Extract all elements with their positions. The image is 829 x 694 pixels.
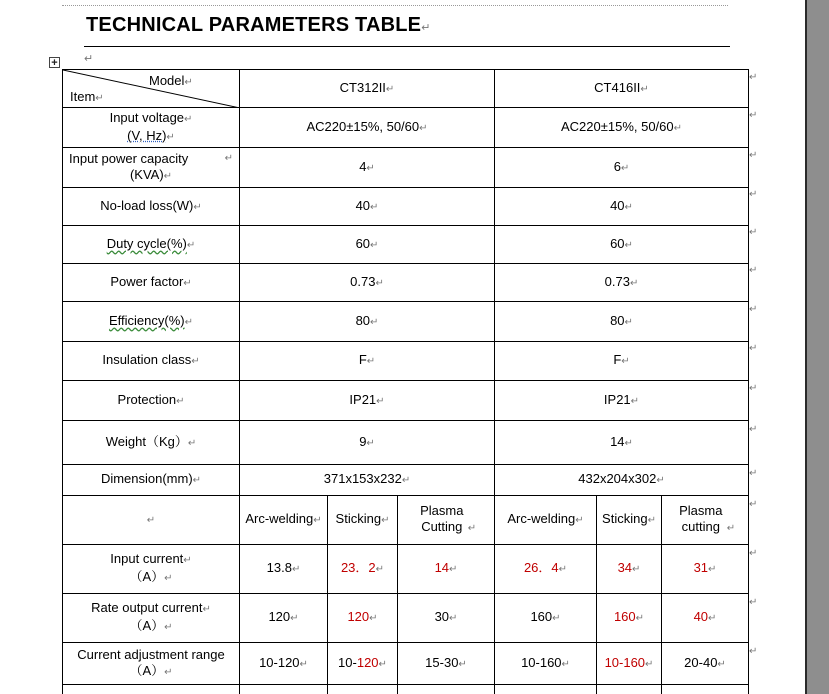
table-row xyxy=(63,302,749,342)
mode-value-cell[interactable]: 14↵ xyxy=(398,545,495,594)
mode-value-cell[interactable]: 40↵ xyxy=(662,594,749,643)
parameter-label: Weight（Kg） xyxy=(105,433,188,449)
cell-end-mark: ↵ xyxy=(624,239,633,251)
cell-end-mark: ↵ xyxy=(401,475,411,486)
cell-end-mark: ↵ xyxy=(458,658,467,670)
mode-value-cell[interactable]: 13.8↵ xyxy=(240,545,328,594)
ct312-value-cell[interactable]: AC220±15%, 50/60↵ xyxy=(240,108,495,148)
cell-end-mark: ↵ xyxy=(376,395,385,407)
parameter-label: Input voltage↵ xyxy=(109,109,193,125)
table-row xyxy=(63,381,749,421)
cell-end-mark: ↵ xyxy=(313,515,322,526)
mode-value-cell[interactable]: 160↵ xyxy=(597,594,662,643)
mode-value-cell[interactable]: 10-160↵ xyxy=(495,643,597,685)
empty-cell[interactable] xyxy=(662,685,749,694)
parameter-label: Protection xyxy=(117,391,177,407)
mode-header-cell[interactable]: Plasma Cutting ↵ xyxy=(398,496,495,545)
paragraph-mark: ↵ xyxy=(84,53,94,65)
cell-end-mark: ↵ xyxy=(370,201,379,213)
ct416-value-cell[interactable]: AC220±15%, 50/60↵ xyxy=(495,108,749,148)
cell-end-mark: ↵ xyxy=(624,437,633,449)
ct312-value-cell[interactable]: 60↵ xyxy=(240,226,495,264)
item-label: Item↵ xyxy=(70,89,104,104)
cell-end-mark: ↵ xyxy=(163,170,173,182)
mode-header-row xyxy=(63,496,749,545)
cell-end-mark: ↵ xyxy=(708,564,717,575)
cell-end-mark: ↵ xyxy=(449,564,458,575)
cell-end-mark: ↵ xyxy=(164,573,173,584)
parameter-label: Rate output current↵ xyxy=(91,600,211,615)
empty-cell[interactable] xyxy=(398,685,495,694)
header-rule xyxy=(62,5,728,6)
parameter-unit: （A）↵ xyxy=(129,662,173,678)
cell-end-mark: ↵ xyxy=(164,666,173,678)
mode-value-cell[interactable]: 31↵ xyxy=(662,545,749,594)
cell-end-mark: ↵ xyxy=(561,658,570,670)
table-row xyxy=(63,264,749,302)
mode-value-row xyxy=(63,545,749,594)
cell-end-mark: ↵ xyxy=(717,658,726,670)
ct312-value-cell[interactable]: IP21↵ xyxy=(240,381,495,421)
table-row xyxy=(63,148,749,188)
ct416-value-cell[interactable]: 60↵ xyxy=(495,226,749,264)
table-row xyxy=(63,188,749,226)
mode-header-cell[interactable]: Sticking↵ xyxy=(597,496,662,545)
cell-end-mark: ↵ xyxy=(708,613,717,624)
mode-header-cell[interactable]: Arc-welding↵ xyxy=(240,496,328,545)
cell-end-mark: ↵ xyxy=(146,515,156,526)
empty-label-cell[interactable] xyxy=(63,496,240,545)
cell-end-mark: ↵ xyxy=(164,622,173,633)
mode-value-cell[interactable]: 20-40↵ xyxy=(662,643,749,685)
mode-value-cell[interactable]: 10-120↵ xyxy=(240,643,328,685)
cell-end-mark: ↵ xyxy=(629,277,639,289)
parameter-label: Power factor xyxy=(110,273,184,289)
cell-end-mark: ↵ xyxy=(370,316,379,328)
table-row xyxy=(63,421,749,465)
parameter-label-cell[interactable] xyxy=(63,302,240,342)
ct416-value-cell[interactable]: IP21↵ xyxy=(495,381,749,421)
cell-end-mark: ↵ xyxy=(419,122,428,134)
ct312-value-cell[interactable]: 371x153x232↵ xyxy=(240,465,495,496)
cell-end-mark: ↵ xyxy=(184,113,193,125)
paragraph-mark: ↵ xyxy=(421,22,431,34)
parameter-label: Dimension(mm) xyxy=(100,471,193,486)
cell-end-mark: ↵ xyxy=(624,201,633,213)
parameter-label-cell[interactable] xyxy=(63,643,240,685)
mode-value-cell[interactable]: 26．4↵ xyxy=(495,545,597,594)
parameter-unit: (KVA)↵ xyxy=(129,166,173,182)
cell-end-mark: ↵ xyxy=(166,131,175,143)
mode-value-cell[interactable]: 10-120↵ xyxy=(328,643,398,685)
table-row xyxy=(63,685,749,694)
parameter-label: Efficiency(%) xyxy=(108,312,185,328)
ct312-value-cell[interactable]: 4↵ xyxy=(240,148,495,188)
parameter-label-cell[interactable] xyxy=(63,594,240,643)
cell-end-mark: ↵ xyxy=(193,201,202,213)
cell-end-mark: ↵ xyxy=(184,316,193,328)
parameter-label-cell[interactable] xyxy=(63,226,240,264)
ct312-value-cell[interactable]: 40↵ xyxy=(240,188,495,226)
model-item-header-cell[interactable] xyxy=(63,70,240,108)
cell-end-mark: ↵ xyxy=(375,277,384,289)
cell-end-mark: ↵ xyxy=(187,437,197,449)
model-ct312-header[interactable]: CT312II↵ xyxy=(240,70,495,108)
cell-end-mark: ↵ xyxy=(630,395,640,407)
cell-end-mark: ↵ xyxy=(558,564,568,575)
ct416-value-cell[interactable]: 0.73↵ xyxy=(495,264,749,302)
cell-end-mark: ↵ xyxy=(366,162,375,174)
parameter-label: Input power capacity ↵ xyxy=(69,150,233,166)
cell-end-mark: ↵ xyxy=(632,564,641,575)
mode-value-cell[interactable]: 23．2↵ xyxy=(328,545,398,594)
mode-value-cell[interactable]: 160↵ xyxy=(495,594,597,643)
ct312-value-cell[interactable]: F↵ xyxy=(240,342,495,381)
cell-end-mark: ↵ xyxy=(186,239,196,251)
mode-header-cell[interactable]: Arc-welding↵ xyxy=(495,496,597,545)
cell-end-mark: ↵ xyxy=(449,613,458,624)
parameter-label: Current adjustment range xyxy=(77,646,225,662)
cell-end-mark: ↵ xyxy=(656,475,665,486)
parameter-label-cell[interactable] xyxy=(63,342,240,381)
empty-cell[interactable] xyxy=(597,685,662,694)
title-underline xyxy=(84,46,730,47)
cell-end-mark: ↵ xyxy=(366,437,375,449)
parameter-unit: (V, Hz)↵ xyxy=(127,127,175,143)
cell-end-mark: ↵ xyxy=(726,523,736,534)
ct416-value-cell[interactable]: 80↵ xyxy=(495,302,749,342)
mode-header-cell[interactable]: Plasma cutting ↵ xyxy=(662,496,749,545)
parameter-label: No-load loss(W) xyxy=(100,197,194,213)
parameter-label-cell[interactable] xyxy=(63,545,240,594)
parameter-label: Insulation class xyxy=(102,352,192,367)
parameter-label-cell[interactable] xyxy=(63,148,240,188)
mode-value-row xyxy=(63,643,749,685)
cell-end-mark: ↵ xyxy=(621,356,630,367)
table-row xyxy=(63,108,749,148)
cell-end-mark: ↵ xyxy=(290,613,299,624)
page-edge xyxy=(805,0,807,694)
cell-end-mark: ↵ xyxy=(375,564,385,575)
parameter-unit: （A）↵ xyxy=(129,618,173,633)
empty-cell[interactable] xyxy=(328,685,398,694)
cell-end-mark: ↵ xyxy=(224,152,233,164)
ct416-value-cell[interactable]: F↵ xyxy=(495,342,749,381)
parameter-label: Input current↵ xyxy=(110,551,192,566)
ct416-value-cell[interactable]: 6↵ xyxy=(495,148,749,188)
cell-end-mark: ↵ xyxy=(183,277,192,289)
parameter-label-cell[interactable] xyxy=(63,421,240,465)
cell-end-mark: ↵ xyxy=(369,613,378,624)
ct312-value-cell[interactable]: 80↵ xyxy=(240,302,495,342)
cell-end-mark: ↵ xyxy=(620,162,630,174)
cell-end-mark: ↵ xyxy=(624,316,633,328)
cell-end-mark: ↵ xyxy=(202,604,211,615)
table-move-handle-icon[interactable] xyxy=(49,57,60,68)
cell-end-mark: ↵ xyxy=(370,239,379,251)
parameter-label-cell[interactable] xyxy=(63,188,240,226)
mode-value-cell[interactable]: 15-30↵ xyxy=(398,643,495,685)
parameter-unit: （A）↵ xyxy=(129,569,173,584)
empty-cell[interactable] xyxy=(495,685,597,694)
mode-value-cell[interactable]: 120↵ xyxy=(328,594,398,643)
ct312-value-cell[interactable]: 9↵ xyxy=(240,421,495,465)
parameter-label: Duty cycle(%) xyxy=(106,235,187,251)
table-row xyxy=(63,465,749,496)
empty-cell[interactable] xyxy=(240,685,328,694)
cell-end-mark: ↵ xyxy=(299,658,308,670)
document-title: TECHNICAL PARAMETERS TABLE↵ xyxy=(86,14,431,36)
cell-end-mark: ↵ xyxy=(366,356,376,367)
cell-end-mark: ↵ xyxy=(291,564,301,575)
mode-value-cell[interactable]: 10-160↵ xyxy=(597,643,662,685)
cell-end-mark: ↵ xyxy=(191,356,200,367)
ct312-value-cell[interactable]: 0.73↵ xyxy=(240,264,495,302)
ct416-value-cell[interactable]: 14↵ xyxy=(495,421,749,465)
cell-end-mark: ↵ xyxy=(673,122,683,134)
cell-end-mark: ↵ xyxy=(635,613,645,624)
mode-value-cell[interactable]: 30↵ xyxy=(398,594,495,643)
cell-end-mark: ↵ xyxy=(378,658,387,670)
red-value-part: 120 xyxy=(356,654,379,670)
model-ct416-header[interactable]: CT416II↵ xyxy=(495,70,749,108)
model-label: Model↵ xyxy=(149,73,193,88)
cell-end-mark: ↵ xyxy=(645,658,654,670)
cell-end-mark: ↵ xyxy=(176,395,185,407)
parameter-label-cell[interactable] xyxy=(63,381,240,421)
table-row xyxy=(63,226,749,264)
empty-cell[interactable] xyxy=(63,685,240,694)
mode-value-cell[interactable]: 120↵ xyxy=(240,594,328,643)
cell-end-mark: ↵ xyxy=(183,555,192,566)
parameter-label-cell[interactable] xyxy=(63,465,240,496)
cell-end-mark: ↵ xyxy=(381,515,390,526)
mode-header-cell[interactable]: Sticking↵ xyxy=(328,496,398,545)
table-header-row xyxy=(63,70,749,108)
parameters-table xyxy=(62,69,749,694)
cell-end-mark: ↵ xyxy=(552,613,561,624)
parameter-label-cell[interactable] xyxy=(63,264,240,302)
parameter-label-cell[interactable] xyxy=(63,108,240,148)
cell-end-mark: ↵ xyxy=(647,515,656,526)
document-page: TECHNICAL PARAMETERS TABLE↵ ↵ + Model↵ Item↵ CT312II↵ CT416II↵ Input voltage↵ (V, Hz)↵ AC220±15%, 50/60↵ AC220±15%, 50/60↵ Input power capacity ↵ (KVA)↵ 4↵ 6↵ No-load loss(W)↵ 40↵ 40↵ Duty cycle(%)↵ 60↵ 60↵ Power factor↵ 0.73↵ 0.73↵ Efficiency(%)↵ 80↵ 80↵ Insulation class↵ F↵ F↵ Protection↵ IP21↵ IP21↵ Weight（Kg）↵ 9↵ 14↵ Dimension(mm)↵ 371x153x232↵ 432x204x302↵ ↵ Arc-welding↵ Sticking↵ Plasma Cutting ↵ Arc-welding↵ Sticking↵ Plasma cutting ↵ Input current↵ （A）↵ 13.8↵ 23．2↵ 14↵ 26．4↵ 34↵ 31↵ Rate output current↵ （A）↵ 120↵ 120↵ 30↵ 160↵ 160↵ 40↵ Current adjustment range （A）↵ 10-120↵ 10-120↵ 15-30↵ 10-160↵ 10-160↵ 20-40↵ ↵ ↵ ↵ ↵ ↵ ↵ ↵ ↵ ↵ ↵ ↵ ↵ ↵ ↵ ↵ xyxy=(0,0,805,694)
mode-value-row xyxy=(63,594,749,643)
cell-end-mark: ↵ xyxy=(192,475,202,486)
ct416-value-cell[interactable]: 432x204x302↵ xyxy=(495,465,749,496)
cell-end-mark: ↵ xyxy=(575,515,584,526)
ct416-value-cell[interactable]: 40↵ xyxy=(495,188,749,226)
mode-value-cell[interactable]: 34↵ xyxy=(597,545,662,594)
cell-end-mark: ↵ xyxy=(467,523,477,534)
table-row xyxy=(63,342,749,381)
